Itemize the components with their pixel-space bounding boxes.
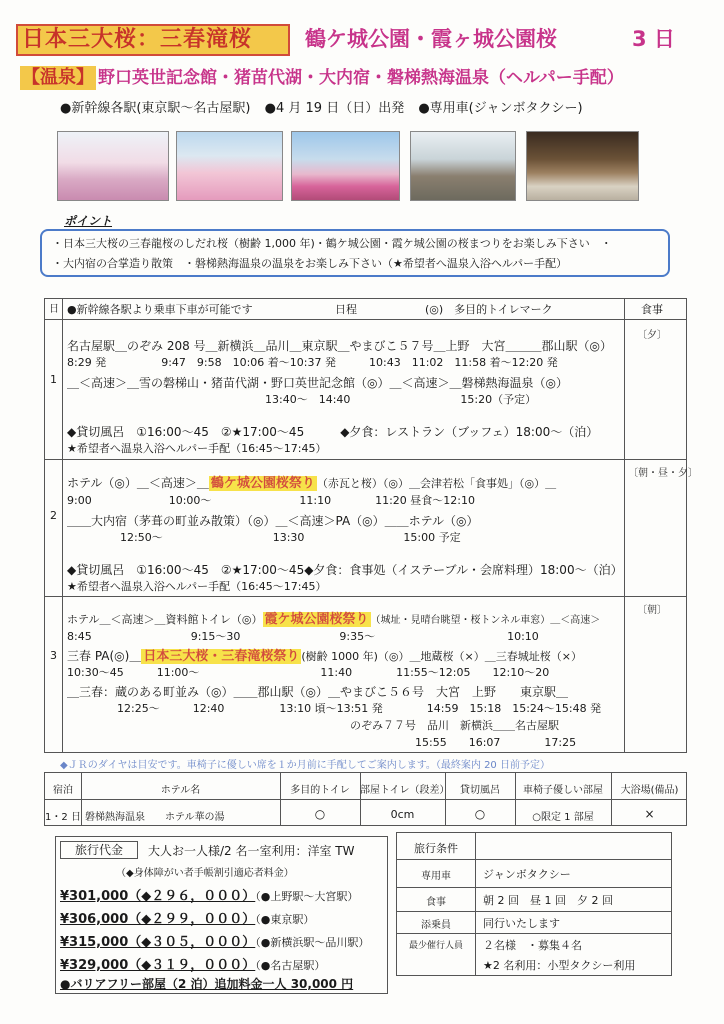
page-title: 日本三大桜：三春滝桜 bbox=[16, 24, 290, 56]
itinerary-table bbox=[44, 298, 698, 753]
day1-helper: ★希望者へ温泉入浴ヘルパー手配（16:45〜17:45） bbox=[67, 442, 327, 455]
info-departure-date: ●4 月 19 日（日）出発 bbox=[264, 101, 405, 116]
highlight-kasumigajo-festival: 霞ケ城公園桜祭り bbox=[264, 612, 369, 627]
condition-key: 最少催行人員 bbox=[408, 941, 463, 951]
hotel-room-toilet-value: 0cm bbox=[390, 808, 415, 821]
day2-bath-dinner: ◆貸切風呂 ①16:00〜45 ②★17:00〜45◆夕食：食事処（イステーブル・会席料理）18:00〜（泊） bbox=[67, 563, 623, 577]
hotel-header-room-toilet: 部屋トイレ（段差） bbox=[360, 785, 450, 796]
condition-value: 朝 2 回 昼 1 回 夕 2 回 bbox=[483, 894, 613, 907]
day2-times-1: 9:00 10:00〜 11:10 11:20 昼食〜12:10 bbox=[67, 494, 475, 507]
highlight-miharu-takizakura: 日本三大桜・三春滝桜祭り bbox=[143, 649, 300, 664]
photo-weeping-cherry bbox=[57, 131, 169, 201]
condition-value: ２名様 ・募集４名 bbox=[483, 939, 582, 952]
price-row: ¥306,000（◆２９９，０００）（●東京駅） bbox=[60, 912, 315, 927]
condition-value: ★2 名利用：小型タクシー利用 bbox=[483, 959, 636, 972]
header-schedule: 日程 bbox=[335, 303, 357, 316]
meal-day3: 〔朝〕 bbox=[637, 605, 667, 616]
header-note: ●新幹線各駅より乗車下車が可能です bbox=[67, 303, 253, 316]
day1-route-2: ＿＜高速＞＿雪の磐梯山・猪苗代湖・野口英世記念館（◎）＿＜高速＞＿磐梯熱海温泉（◎） bbox=[67, 376, 568, 390]
day1-route-1: 名古屋駅＿のぞみ 208 号＿新横浜＿品川＿東京駅＿やまびこ５７号＿上野 大宮＿＿＿郡山駅（◎） bbox=[67, 339, 613, 353]
price-box bbox=[55, 836, 388, 994]
page-subtitle: 鶴ケ城公園・霞ヶ城公園桜 bbox=[305, 27, 557, 51]
hotel-header-toilet: 多目的トイレ bbox=[290, 785, 350, 796]
conditions-box bbox=[396, 832, 672, 976]
photo-lake-cherry bbox=[291, 131, 400, 201]
hotel-header-wheelchair-room: 車椅子優しい部屋 bbox=[523, 785, 603, 796]
onsen-tag: 【温泉】 bbox=[22, 67, 94, 88]
price-row: ¥315,000（◆３０５，０００）（●新横浜駅〜品川駅） bbox=[60, 935, 370, 950]
points-label: ポイント bbox=[64, 214, 113, 228]
header-meal: 食事 bbox=[641, 303, 663, 316]
hotel-header-stay: 宿泊 bbox=[53, 785, 73, 796]
meal-day2: 〔朝・昼・夕〕 bbox=[628, 468, 698, 479]
condition-key: 食事 bbox=[426, 897, 446, 908]
jr-timetable-note: ◆ＪＲのダイヤは目安です。車椅子に優しい席を１か月前に手配してご案内します。（最終案内 20 日前予定） bbox=[60, 760, 550, 771]
highlight-tsurugajo-festival: 鶴ケ城公園桜祭り bbox=[210, 476, 315, 491]
day3-times-4: 15:55 16:07 17:25 bbox=[415, 736, 577, 749]
hotel-stay-days: 1・2 日 bbox=[45, 812, 81, 823]
hotel-header-large-bath: 大浴場(備品) bbox=[620, 785, 679, 796]
destinations-text: 野口英世記念館・猪苗代湖・大内宿・磐梯熱海温泉（ヘルパー手配） bbox=[98, 68, 624, 88]
price-label: 旅行代金 bbox=[60, 841, 138, 859]
hotel-toilet-value: ○ bbox=[314, 807, 326, 821]
day3-times-1: 8:45 9:15〜30 9:35〜 10:10 bbox=[67, 630, 539, 643]
day2-route-2: ＿＿大内宿（茅葺の町並み散策）（◎）＿＜高速＞PA（◎）＿＿ホテル（◎） bbox=[67, 514, 479, 528]
photo-thatched-village bbox=[410, 131, 516, 201]
point-line: ・大内宿の合掌造り散策 ・磐梯熱海温泉の温泉をお楽しみ下さい（★希望者へ温泉入浴ヘルパー手配） bbox=[52, 257, 568, 270]
hotel-wheelchair-room-value: ○限定 1 部屋 bbox=[532, 812, 594, 823]
trip-duration: 3 日 bbox=[632, 27, 675, 51]
hotel-large-bath-value: × bbox=[644, 807, 655, 821]
day3-route-1: ホテル＿＜高速＞＿資料館トイレ（◎） 霞ケ城公園桜祭り （城址・見晴台眺望・桜トンネル車窓）＿＜高速＞ bbox=[67, 612, 601, 627]
barrier-free-surcharge: ●バリアフリー部屋（2 泊）追加料金一人 30,000 円 bbox=[60, 977, 354, 991]
day3-route-3: ＿三春：蔵のある町並み（◎）＿＿郡山駅（◎）＿やまびこ５６号 大宮 上野 東京駅＿ bbox=[67, 685, 568, 699]
departure-info bbox=[60, 100, 593, 118]
price-heading: 大人お一人様/2 名一室利用：洋室 TW bbox=[148, 844, 355, 858]
day3-times-2: 10:30〜45 11:00〜 11:40 11:55〜12:05 12:10〜20 bbox=[67, 666, 550, 679]
day3-route-4: のぞみ７７号 品川 新横浜＿＿名古屋駅 bbox=[350, 719, 559, 732]
day3-route-2: 三春 PA(◎)＿ 日本三大桜・三春滝桜祭り (樹齢 1000 年)（◎）＿地蔵桜（×）＿三春城址桜（×） bbox=[67, 649, 582, 664]
day2-times-2: 12:50〜 13:30 15:00 予定 bbox=[120, 531, 461, 544]
day1-times-2: 13:40〜 14:40 15:20（予定） bbox=[265, 393, 537, 406]
day2-route-1: ホテル（◎）＿＜高速＞＿ 鶴ケ城公園桜祭り （赤瓦と桜）（◎）＿会津若松「食事処」（◎）＿ bbox=[67, 476, 557, 491]
hotel-header-private-bath: 貸切風呂 bbox=[460, 785, 500, 796]
header-toilet-mark: (◎) 多目的トイレマーク bbox=[425, 303, 553, 316]
info-departure-stations: ●新幹線各駅(東京駅〜名古屋駅) bbox=[60, 101, 251, 116]
day2-helper: ★希望者へ温泉入浴ヘルパー手配（16:45〜17:45） bbox=[67, 580, 327, 593]
onsen-subtitle-row bbox=[20, 66, 624, 92]
day-number: 1 bbox=[50, 373, 57, 386]
conditions-label: 旅行条件 bbox=[414, 842, 458, 855]
price-row: ¥329,000（◆３１９，０００）（●名古屋駅） bbox=[60, 958, 326, 973]
header-day: 日 bbox=[49, 304, 59, 315]
condition-key: 添乗員 bbox=[421, 920, 451, 931]
day1-bath-dinner: ◆貸切風呂 ①16:00〜45 ②★17:00〜45 ◆夕食：レストラン（ブッフェ）18:00〜（泊） bbox=[67, 425, 599, 439]
points-box bbox=[40, 229, 670, 277]
day-number: 3 bbox=[50, 649, 57, 662]
condition-value: 同行いたします bbox=[483, 917, 560, 930]
info-vehicle: ●専用車(ジャンボタクシー) bbox=[418, 101, 583, 116]
condition-key: 専用車 bbox=[421, 871, 451, 882]
condition-value: ジャンボタクシー bbox=[483, 868, 571, 881]
day1-times-1: 8:29 発 9:47 9:58 10:06 着〜10:37 発 10:43 11:02 11:58 着〜12:20 発 bbox=[67, 356, 558, 369]
hotel-private-bath-value: ○ bbox=[474, 807, 486, 821]
price-row: ¥301,000（◆２９６，０００）（●上野駅〜大宮駅） bbox=[60, 889, 359, 904]
hotel-table bbox=[44, 772, 687, 826]
photo-hot-spring-bath bbox=[526, 131, 639, 201]
meal-day1: 〔夕〕 bbox=[637, 330, 667, 341]
price-discount-note: （◆身体障がい者手帳割引適応者料金） bbox=[116, 868, 294, 879]
day-number: 2 bbox=[50, 509, 57, 522]
hotel-name: 磐梯熱海温泉 ホテル華の湯 bbox=[85, 812, 225, 823]
day3-times-3: 12:25〜 12:40 13:10 頃〜13:51 発 14:59 15:18 15:24〜15:48 発 bbox=[117, 702, 602, 715]
photo-castle-cherry bbox=[176, 131, 283, 201]
hotel-header-name: ホテル名 bbox=[160, 785, 201, 796]
point-line: ・日本三大桜の三春龍桜のしだれ桜（樹齢 1,000 年)・鶴ケ城公園・霞ケ城公園の桜まつりをお楽しみ下さい ・ bbox=[52, 237, 612, 250]
